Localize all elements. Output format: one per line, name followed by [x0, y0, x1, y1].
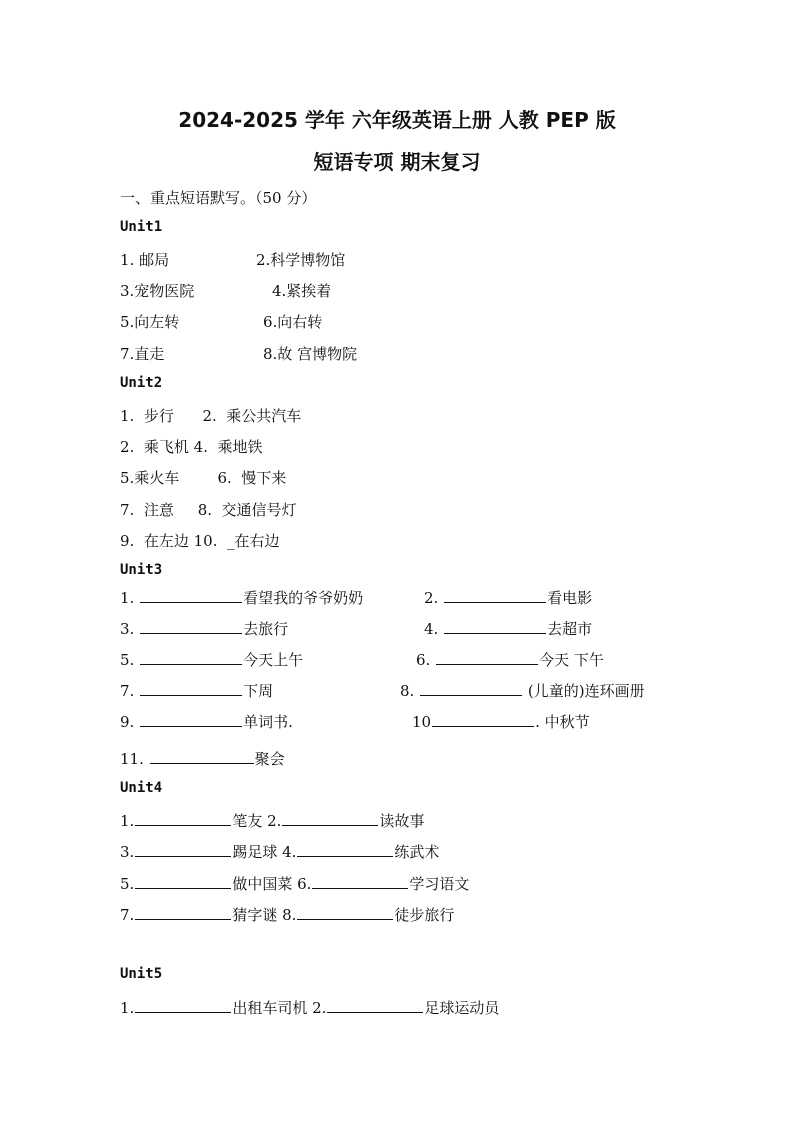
- document-title: 2024-2025 学年 六年级英语上册 人教 PEP 版: [178, 108, 616, 132]
- unit2-heading: Unit2: [120, 375, 163, 391]
- unit3-item-9: 9. 单词书.: [120, 713, 293, 731]
- unit4-line-3: 5. 做中国菜 6. 学习语文: [120, 875, 470, 893]
- answer-blank[interactable]: [432, 712, 534, 727]
- answer-blank[interactable]: [135, 998, 231, 1013]
- unit3-item-5: 5. 今天上午: [120, 651, 304, 669]
- answer-blank[interactable]: [444, 588, 546, 603]
- unit2-line-4: 7. 注意 8. 交通信号灯: [120, 501, 297, 519]
- answer-blank[interactable]: [297, 905, 393, 920]
- answer-blank[interactable]: [282, 811, 378, 826]
- answer-blank[interactable]: [312, 874, 408, 889]
- unit3-item-4: 4. 去超市: [424, 620, 593, 638]
- unit2-line-1: 1. 步行 2. 乘公共汽车: [120, 407, 302, 425]
- unit5-heading: Unit5: [120, 966, 163, 982]
- answer-blank[interactable]: [436, 650, 538, 665]
- answer-blank[interactable]: [135, 811, 231, 826]
- unit3-item-11: 11. 聚会: [120, 750, 285, 768]
- answer-blank[interactable]: [135, 874, 231, 889]
- section-heading: 一、重点短语默写。（50 分）: [120, 189, 317, 207]
- unit4-line-4: 7. 猜字谜 8. 徒步旅行: [120, 906, 455, 924]
- unit1-item-8: 8.故 宫博物院: [263, 345, 358, 363]
- unit1-item-7: 7.直走: [120, 345, 165, 363]
- unit3-heading: Unit3: [120, 562, 163, 578]
- unit1-item-3: 3.宠物医院: [120, 282, 195, 300]
- answer-blank[interactable]: [135, 842, 231, 857]
- unit3-item-8: 8. (儿童的)连环画册: [400, 682, 645, 700]
- unit3-item-1: 1. 看望我的爷爷奶奶: [120, 589, 364, 607]
- unit5-line-1: 1. 出租车司机 2. 足球运动员: [120, 999, 500, 1017]
- unit3-item-2: 2. 看电影: [424, 589, 593, 607]
- unit4-line-1: 1. 笔友 2. 读故事: [120, 812, 425, 830]
- unit3-item-10: 10 . 中秋节: [412, 713, 590, 731]
- unit1-item-6: 6.向右转: [263, 313, 323, 331]
- unit3-item-6: 6. 今天 下午: [416, 651, 604, 669]
- answer-blank[interactable]: [150, 749, 254, 764]
- answer-blank[interactable]: [297, 842, 393, 857]
- unit3-item-7: 7. 下周: [120, 682, 274, 700]
- answer-blank[interactable]: [135, 905, 231, 920]
- unit2-line-2: 2. 乘飞机 4. 乘地铁: [120, 438, 263, 456]
- unit1-heading: Unit1: [120, 219, 163, 235]
- answer-blank[interactable]: [140, 588, 242, 603]
- answer-blank[interactable]: [140, 712, 242, 727]
- unit1-item-1: 1. 邮局: [120, 251, 170, 269]
- unit2-line-3: 5.乘火车 6. 慢下来: [120, 469, 287, 487]
- answer-blank[interactable]: [420, 681, 522, 696]
- unit4-heading: Unit4: [120, 780, 163, 796]
- answer-blank[interactable]: [327, 998, 423, 1013]
- unit1-item-2: 2.科学博物馆: [256, 251, 346, 269]
- answer-blank[interactable]: [140, 681, 242, 696]
- unit1-item-5: 5.向左转: [120, 313, 180, 331]
- unit1-item-4: 4.紧挨着: [272, 282, 332, 300]
- answer-blank[interactable]: [140, 650, 242, 665]
- unit4-line-2: 3. 踢足球 4. 练武术: [120, 843, 440, 861]
- answer-blank[interactable]: [444, 619, 546, 634]
- document-subtitle: 短语专项 期末复习: [313, 150, 481, 174]
- answer-blank[interactable]: [140, 619, 242, 634]
- unit2-line-5: 9. 在左边 10. _在右边: [120, 532, 280, 550]
- unit3-item-3: 3. 去旅行: [120, 620, 289, 638]
